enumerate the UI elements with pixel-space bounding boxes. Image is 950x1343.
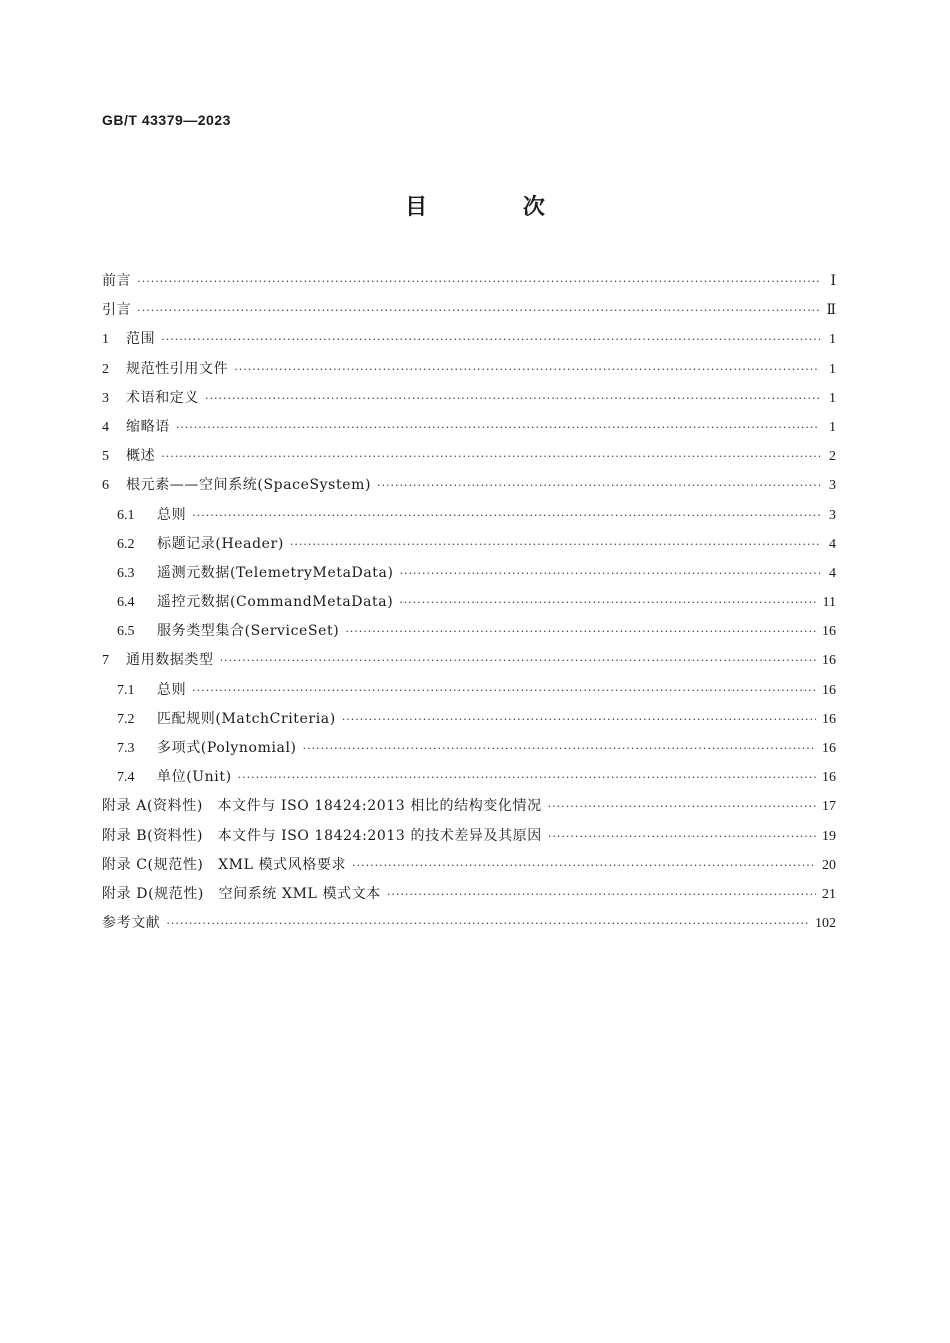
- toc-entry-page: 102: [815, 916, 836, 932]
- toc-entry-title: 附录 C(规范性) XML 模式风格要求: [102, 856, 347, 873]
- toc-entry-page: 3: [829, 478, 836, 494]
- toc-entry-number: 6.1: [117, 507, 135, 523]
- toc-dot-leader: [387, 888, 816, 901]
- toc-entry-number: 6: [102, 478, 109, 494]
- table-of-contents: [102, 270, 836, 941]
- toc-entry-page: 4: [829, 565, 836, 581]
- toc-entry[interactable]: [102, 504, 836, 533]
- toc-entry[interactable]: [102, 912, 836, 941]
- toc-entry-title: 参考文献: [102, 915, 161, 932]
- toc-dot-leader: [345, 625, 816, 638]
- toc-entry-number: 7: [102, 653, 109, 669]
- toc-entry[interactable]: [102, 270, 836, 299]
- toc-entry-page: 16: [822, 770, 836, 786]
- toc-entry-page: 19: [822, 828, 836, 844]
- toc-entry-page: Ⅱ: [826, 303, 836, 319]
- toc-entry[interactable]: [102, 299, 836, 328]
- toc-entry[interactable]: [102, 795, 836, 824]
- toc-entry[interactable]: [102, 445, 836, 474]
- toc-entry-title: 术语和定义: [126, 389, 199, 406]
- toc-dot-leader: [161, 333, 820, 346]
- toc-entry-page: 16: [822, 711, 836, 727]
- toc-entry-title: 附录 D(规范性) 空间系统 XML 模式文本: [102, 885, 381, 902]
- toc-entry-number: 3: [102, 390, 109, 406]
- toc-entry-number: 7.3: [117, 741, 135, 756]
- toc-dot-leader: [238, 771, 816, 784]
- toc-dot-leader: [352, 859, 816, 872]
- toc-entry-title: 前言: [102, 273, 132, 289]
- toc-entry-title: 通用数据类型: [126, 652, 214, 669]
- toc-entry-title: 范围: [126, 331, 156, 348]
- toc-entry[interactable]: [102, 387, 836, 416]
- page-title: 目 次: [405, 195, 589, 220]
- toc-entry-page: 20: [822, 857, 836, 873]
- standard-number: GB/T 43379—2023: [102, 112, 231, 128]
- toc-entry-title: 缩略语: [126, 418, 170, 435]
- toc-dot-leader: [290, 538, 820, 551]
- toc-entry-number: 7.1: [117, 682, 135, 698]
- toc-entry-title: 单位(Unit): [157, 769, 232, 786]
- toc-dot-leader: [137, 304, 820, 317]
- toc-entry-page: 17: [822, 799, 836, 815]
- toc-dot-leader: [220, 654, 816, 667]
- toc-dot-leader: [548, 800, 816, 813]
- toc-entry-number: 6.4: [117, 595, 135, 611]
- toc-entry-number: 7.2: [117, 711, 135, 727]
- toc-entry-page: 11: [822, 595, 836, 611]
- toc-entry-title: 引言: [102, 302, 132, 319]
- toc-entry[interactable]: [102, 825, 836, 854]
- toc-entry[interactable]: [102, 591, 836, 620]
- toc-entry-page: 1: [829, 361, 836, 377]
- toc-entry-page: 16: [822, 653, 836, 669]
- toc-entry[interactable]: [102, 708, 836, 737]
- toc-dot-leader: [192, 684, 816, 697]
- toc-dot-leader: [205, 392, 820, 405]
- toc-entry-page: 21: [822, 886, 836, 902]
- toc-entry[interactable]: [102, 474, 836, 503]
- toc-entry-page: 1: [829, 419, 836, 435]
- toc-entry-number: 4: [102, 419, 109, 435]
- toc-entry[interactable]: [102, 328, 836, 357]
- toc-dot-leader: [400, 567, 820, 580]
- toc-entry-number: 1: [102, 332, 109, 348]
- toc-entry-title: 概述: [126, 448, 156, 465]
- toc-entry-page: 2: [829, 449, 836, 465]
- toc-entry-page: 16: [822, 741, 836, 756]
- toc-entry-title: 多项式(Polynomial): [157, 740, 297, 756]
- toc-entry-number: 2: [102, 361, 109, 377]
- toc-entry-number: 6.5: [117, 624, 135, 640]
- toc-dot-leader: [166, 917, 809, 930]
- toc-entry-page: 1: [829, 390, 836, 406]
- toc-entry-title: 遥控元数据(CommandMetaData): [157, 594, 394, 611]
- toc-entry-page: 16: [822, 682, 836, 698]
- toc-entry-number: 6.3: [117, 565, 135, 581]
- toc-entry-title: 标题记录(Header): [157, 535, 284, 552]
- toc-dot-leader: [377, 479, 820, 492]
- toc-dot-leader: [399, 596, 816, 609]
- toc-entry-title: 根元素——空间系统(SpaceSystem): [126, 477, 372, 494]
- toc-entry-page: 4: [829, 536, 836, 552]
- toc-entry-title: 服务类型集合(ServiceSet): [157, 623, 340, 640]
- toc-entry-number: 5: [102, 449, 109, 465]
- toc-entry[interactable]: [102, 737, 836, 766]
- toc-dot-leader: [548, 830, 816, 843]
- toc-dot-leader: [192, 509, 820, 522]
- toc-entry[interactable]: [102, 766, 836, 795]
- toc-entry-title: 遥测元数据(TelemetryMetaData): [157, 564, 394, 581]
- toc-entry-page: 1: [829, 332, 836, 348]
- toc-entry-title: 附录 A(资料性) 本文件与 ISO 18424:2013 相比的结构变化情况: [102, 798, 542, 815]
- toc-entry[interactable]: [102, 854, 836, 883]
- toc-entry[interactable]: [102, 416, 836, 445]
- toc-entry-title: 规范性引用文件: [126, 360, 229, 377]
- toc-dot-leader: [234, 363, 820, 376]
- toc-entry-page: 3: [829, 507, 836, 523]
- toc-dot-leader: [161, 450, 820, 463]
- toc-entry-title: 总则: [157, 681, 187, 698]
- toc-entry[interactable]: [102, 620, 836, 649]
- toc-entry-title: 匹配规则(MatchCriteria): [157, 710, 336, 727]
- toc-entry[interactable]: [102, 649, 836, 678]
- toc-entry-title: 总则: [157, 506, 187, 523]
- toc-entry[interactable]: [102, 679, 836, 708]
- toc-entry[interactable]: [102, 562, 836, 591]
- toc-entry-page: Ⅰ: [830, 274, 836, 289]
- toc-dot-leader: [137, 275, 820, 288]
- toc-dot-leader: [176, 421, 820, 434]
- toc-entry-number: 7.4: [117, 770, 135, 786]
- toc-dot-leader: [303, 742, 816, 755]
- toc-dot-leader: [342, 713, 816, 726]
- toc-entry-number: 6.2: [117, 536, 135, 552]
- toc-entry-title: 附录 B(资料性) 本文件与 ISO 18424:2013 的技术差异及其原因: [102, 827, 542, 844]
- toc-entry[interactable]: [102, 883, 836, 912]
- toc-entry[interactable]: [102, 533, 836, 562]
- toc-entry-page: 16: [822, 624, 836, 640]
- toc-entry[interactable]: [102, 358, 836, 387]
